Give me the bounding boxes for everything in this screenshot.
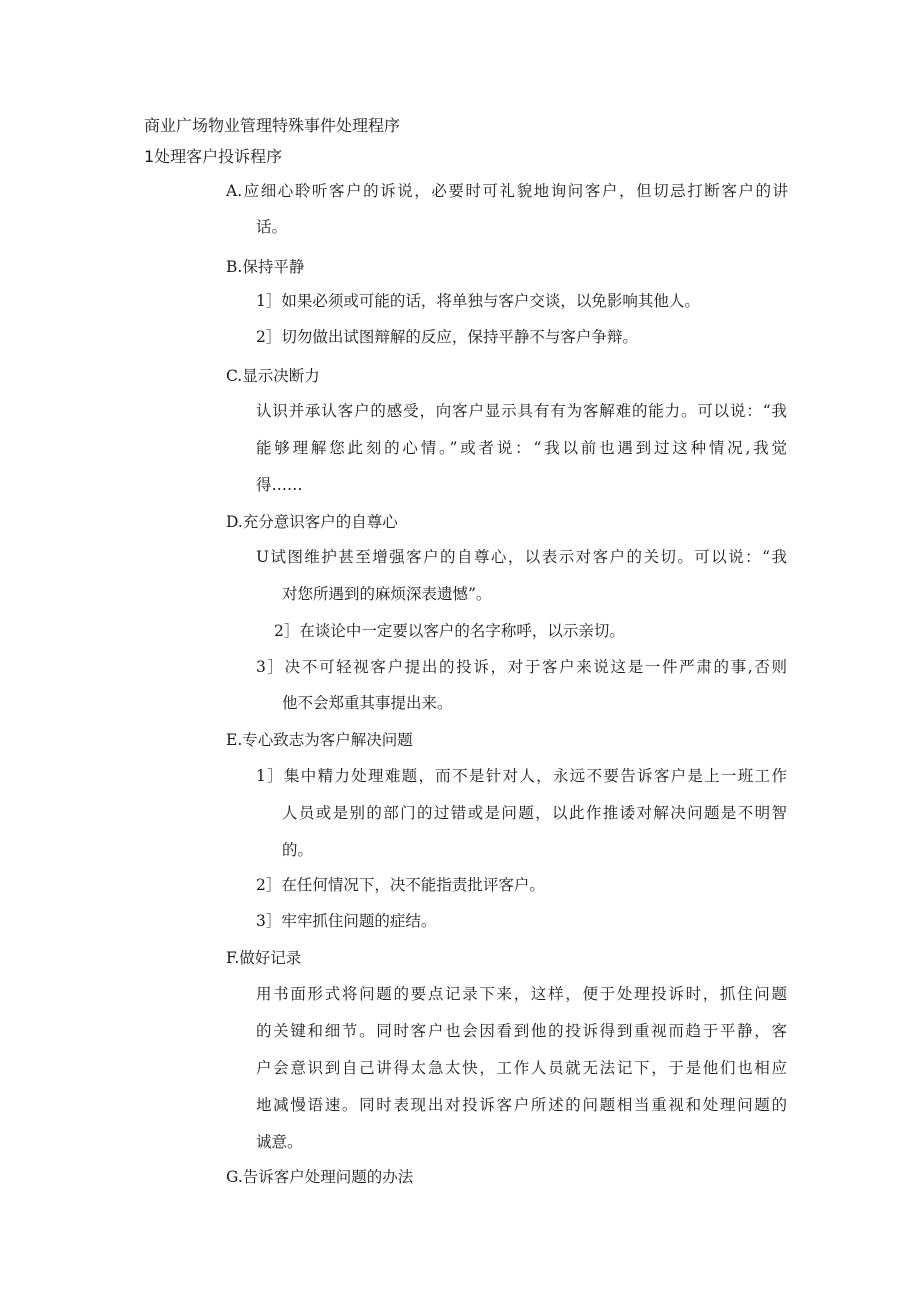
item-f-para-line5: 诚意。 [256, 1133, 303, 1151]
item-b-label: B.保持平静 [226, 258, 305, 276]
item-b-sub1: 1］如果必须或可能的话，将单独与客户交谈，以免影响其他人。 [256, 292, 700, 310]
item-d-sub3-line1: 3］决不可轻视客户提出的投诉，对于客户来说这是一件严肃的事,否则 [256, 658, 787, 676]
item-c-para-line2: 能够理解您此刻的心情。”或者说：“我以前也遇到过这种情况,我觉 [256, 439, 787, 457]
item-f-label: F.做好记录 [226, 949, 302, 967]
item-e-sub3: 3］牢牢抓住问题的症结。 [256, 912, 437, 930]
item-e-sub1-line1: 1］集中精力处理难题，而不是针对人，永远不要告诉客户是上一班工作 [256, 767, 787, 785]
item-e-sub2: 2］在任何情况下，决不能指责批评客户。 [256, 876, 545, 894]
item-d-sub1-line2: 对您所遇到的麻烦深表遗憾”。 [282, 585, 492, 603]
item-f-para-line2: 的关键和细节。同时客户也会因看到他的投诉得到重视而趋于平静，客 [256, 1022, 787, 1040]
item-e-label: E.专心致志为客户解决问题 [226, 731, 413, 749]
item-d-sub3-line2: 他不会郑重其事提出来。 [282, 694, 453, 712]
item-f-para-line1: 用书面形式将问题的要点记录下来，这样，便于处理投诉时，抓住问题 [256, 985, 787, 1003]
item-g-label: G.告诉客户处理问题的办法 [226, 1168, 414, 1186]
item-c-para-line1: 认识并承认客户的感受，向客户显示具有有为客解难的能力。可以说：“我 [256, 402, 787, 420]
item-c-para-line3: 得…… [256, 476, 303, 494]
item-a-continuation: 话。 [256, 218, 288, 236]
section-title: 1处理客户投诉程序 [144, 147, 283, 166]
item-e-sub1-line2: 人员或是别的部门的过错或是问题，以此作推诿对解决问题是不明智 [282, 804, 787, 822]
item-c-label: C.显示决断力 [226, 367, 320, 385]
item-f-para-line4: 地减慢语速。同时表现出对投诉客户所述的问题相当重视和处理问题的 [256, 1096, 787, 1114]
document-title: 商业广场物业管理特殊事件处理程序 [144, 116, 401, 135]
item-d-sub1-line1: U试图维护甚至增强客户的自尊心，以表示对客户的关切。可以说：“我 [256, 548, 787, 566]
item-e-sub1-line3: 的。 [282, 841, 314, 859]
item-d-sub2: 2］在谈论中一定要以客户的名字称呼，以示亲切。 [274, 622, 625, 640]
item-a-label: A.应细心聆听客户的诉说，必要时可礼貌地询问客户，但切忌打断客户的讲 [226, 182, 788, 200]
item-b-sub2: 2］切勿做出试图辩解的反应，保持平静不与客户争辩。 [256, 328, 638, 346]
item-d-label: D.充分意识客户的自尊心 [226, 513, 398, 531]
item-f-para-line3: 户会意识到自己讲得太急太快，工作人员就无法记下，于是他们也相应 [256, 1059, 787, 1077]
